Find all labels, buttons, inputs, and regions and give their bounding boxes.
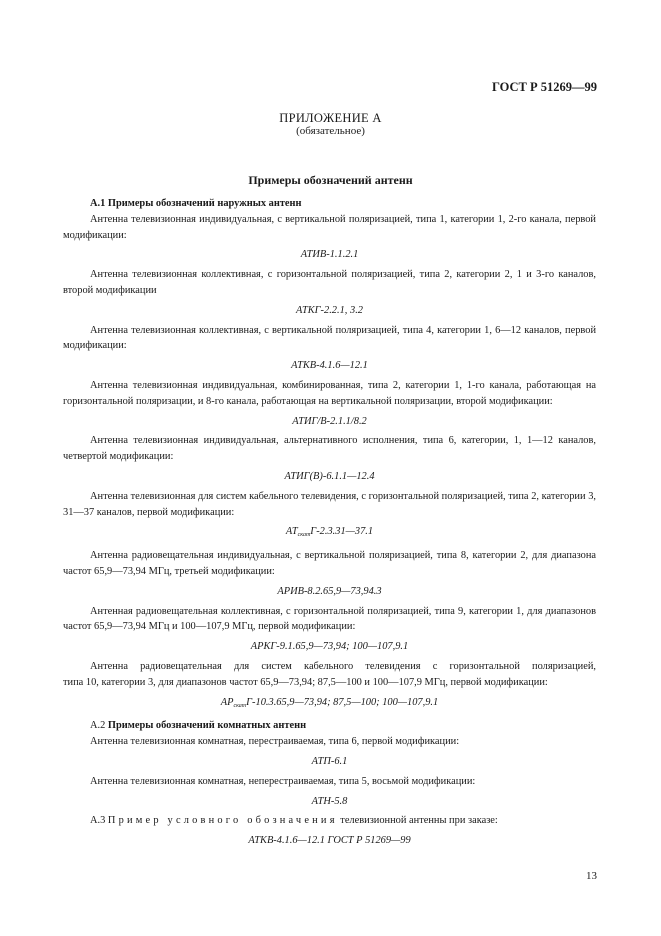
code-subscript: скат xyxy=(297,532,311,539)
document-body xyxy=(63,196,596,853)
designation-code: АТКВ-4.1.6—12.1 xyxy=(291,360,368,372)
designation-code: АТН-5.8 xyxy=(311,795,348,807)
example-text: Антенна телевизионная индивидуальная, альтернативного исполнения, типа 6, категории, 1, 1—12 каналов, четвертой модификации: xyxy=(63,435,596,463)
designation-code: АТКГ-2.2.1, 3.2 xyxy=(296,304,363,316)
example-text: Антенна телевизионная комнатная, неперестраиваемая, типа 5, восьмой модификации: xyxy=(90,775,476,787)
appendix-title: ПРИЛОЖЕНИЕ А xyxy=(279,111,382,125)
example-text: Антенна телевизионная индивидуальная, с вертикальной поляризацией, типа 1, категории 1, 2-го канала, первой модификации: xyxy=(63,213,596,241)
designation-code: $АТ_{скат}Г-2.3.31—37.1$ xyxy=(285,526,374,539)
subsection-a3: А.3 Пример условного обозначения телевизионной антенны при заказе: xyxy=(90,815,498,827)
designation-code: АРКГ-9.1.65,9—73,94; 100—107,9.1 xyxy=(250,641,409,653)
page-number: 13 xyxy=(586,870,597,882)
appendix-subtitle: (обязательное) xyxy=(296,125,365,137)
example-text: Антенна телевизионная для систем кабельного телевидения, с горизонтальной поляризацией, типа 2, категории 3, 31—37 каналов, первой модификации: xyxy=(63,490,596,518)
example-text: Антенна телевизионная индивидуальная, комбинированная, типа 2, категории 1, 1-го канала, работающая на горизонтальной поляризации, и 8-го канала, работающая на вертикальной поляризации, второй модификации: xyxy=(63,379,596,407)
designation-code: АТИГ/В-2.1.1/8.2 xyxy=(292,415,367,427)
subsection-heading-a2: А.2 Примеры обозначений комнатных антенн xyxy=(90,720,307,732)
example-text-continued: типа 10, категории 3, для диапазонов частот 65,9—73,94; 87,5—100 и 100—107,9 МГц, первой модификации: xyxy=(63,676,548,688)
designation-code: АРИВ-8.2.65,9—73,94.3 xyxy=(277,585,382,597)
document-id: ГОСТ Р 51269—99 xyxy=(491,80,597,94)
example-text: Антенна телевизионная коллективная, с горизонтальной поляризацией, типа 2, категории 2, 1 и 3-го каналов, второй модификации xyxy=(63,269,596,296)
designation-code: $АР_{скат}Г-10.3.65,9—73,94$; 87,5—100; 100—107,9.1 xyxy=(220,696,439,709)
section-title: Примеры обозначений антенн xyxy=(248,173,413,187)
designation-code: АТП-6.1 xyxy=(311,755,348,767)
example-text: Антенна телевизионная коллективная, с вертикальной поляризацией, типа 4, категории 1, 6—12 каналов, первой модификации: xyxy=(63,324,596,352)
example-text: Антенна телевизионная комнатная, перестраиваемая, типа 6, первой модификации: xyxy=(90,736,460,748)
example-text: Антенна радиовещательная индивидуальная, с вертикальной поляризацией, типа 8, категории 2, для диапазона частот 65,9—73,94 МГц, третьей модификации: xyxy=(63,550,596,577)
subsection-heading-a1: А.1 Примеры обозначений наружных антенн xyxy=(90,198,302,209)
spaced-term: Пример условного обозначения xyxy=(107,815,338,827)
designation-code: АТИГ(В)-6.1.1—12.4 xyxy=(284,470,375,482)
example-text: Антенна радиовещательная для систем кабельного телевидения с горизонтальной поляризацией, xyxy=(90,660,596,672)
designation-code: АТИВ-1.1.2.1 xyxy=(300,249,359,261)
code-subscript: скат xyxy=(233,702,247,709)
designation-code: АТКВ-4.1.6—12.1 ГОСТ Р 51269—99 xyxy=(248,835,411,847)
example-text: Антенная радиовещательная коллективная, с горизонтальной поляризацией, типа 9, категории 1, для диапазонов частот 65,9—73,94 МГц и 100—107,9 МГц, первой модификации: xyxy=(63,605,596,633)
